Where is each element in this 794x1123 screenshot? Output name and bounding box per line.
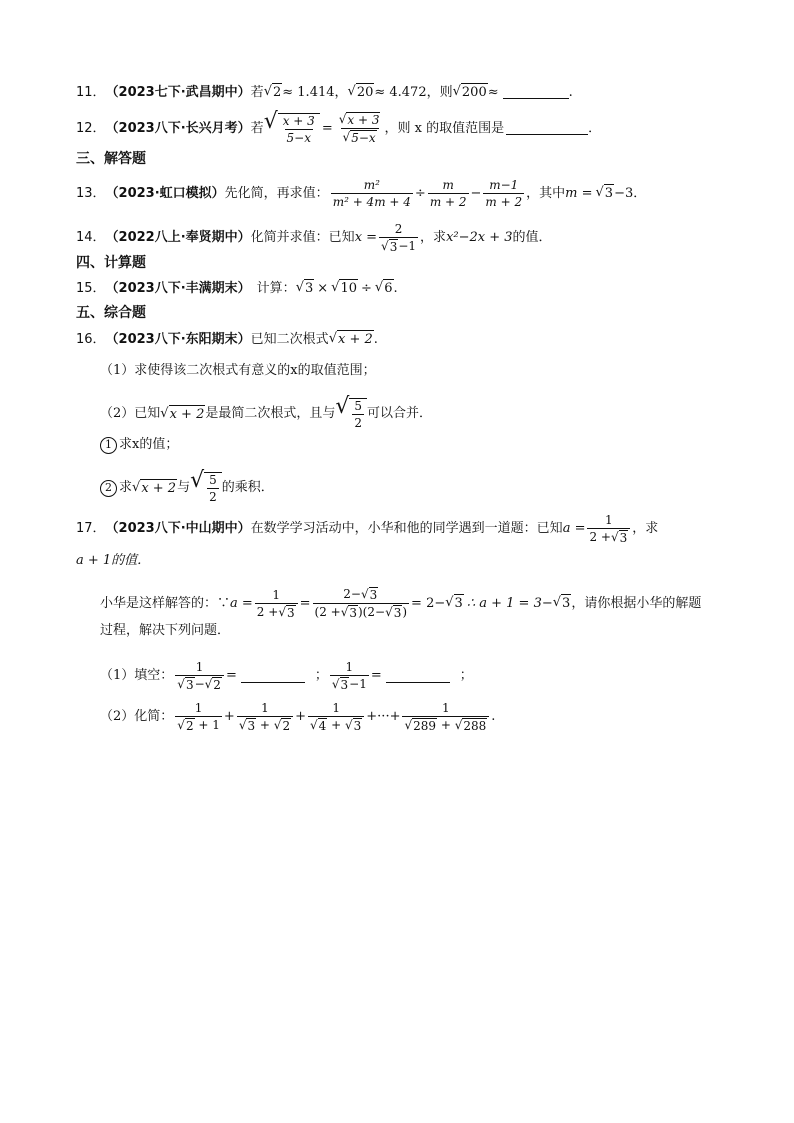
q12-end: ． bbox=[588, 120, 602, 136]
section-heading-3: 三、解答题 bbox=[76, 151, 146, 167]
q12-text: 若 bbox=[250, 120, 264, 136]
q13-text: 先化简，再求值： bbox=[224, 185, 329, 201]
q14-number: 14． bbox=[76, 230, 106, 245]
q15-text: 计算： bbox=[256, 280, 296, 296]
divide-sign: ÷ bbox=[361, 280, 372, 296]
sqrt-20: √ 20 bbox=[347, 84, 374, 100]
fraction-3: $\frac{m-1}{m + 2}$ bbox=[485, 178, 523, 209]
q14-text: 化简并求值：已知 bbox=[250, 230, 355, 245]
q17-number: 17． bbox=[76, 521, 106, 536]
sqrt-3: √ 3 bbox=[595, 185, 614, 201]
sqrt-200: √ 200 bbox=[452, 84, 487, 100]
q16-number: 16． bbox=[76, 331, 106, 347]
section-heading-5: 五、综合题 bbox=[76, 305, 146, 321]
sqrt-x-plus-2: √ x + 2 bbox=[132, 479, 177, 496]
sqrt-6: √ 6 bbox=[374, 280, 393, 296]
q12-source: （2023八下·长兴月考） bbox=[105, 120, 251, 136]
circled-number-1: 1 bbox=[100, 437, 117, 454]
fraction-fill-2: 1 √ 3 −1 bbox=[331, 660, 367, 692]
q14-source: （2022八上·奉贤期中） bbox=[105, 230, 251, 245]
divide-sign: ÷ bbox=[414, 185, 426, 201]
fraction-of-roots: √ x + 3 √ 5−x bbox=[338, 112, 380, 145]
q14-expression: x²−2x + 3 bbox=[446, 230, 513, 245]
section-heading-4: 四、计算题 bbox=[76, 255, 146, 271]
q14-text-2: ，求 bbox=[420, 230, 447, 245]
question-14 bbox=[76, 222, 552, 254]
q16-text: 已知二次根式 bbox=[250, 331, 329, 347]
question-11 bbox=[76, 83, 573, 102]
q17-source: （2023八下·中山期中） bbox=[105, 521, 251, 536]
q11-approx-2: ≈ 4.472，则 bbox=[374, 84, 453, 100]
fraction-term-2: 1 √ 3 + √ 2 bbox=[237, 701, 293, 733]
q13-number: 13． bbox=[76, 185, 106, 201]
fraction-1: $\frac{\text{m²}}{\text{m² + 4m + 4}}$ bbox=[332, 178, 411, 209]
fraction-a: 1 2 + √ 3 bbox=[587, 513, 630, 545]
fraction-x: 2 √ 3 −1 bbox=[381, 222, 417, 254]
q15-number: 15． bbox=[76, 280, 106, 296]
question-16 bbox=[76, 330, 378, 349]
q17-part-1: （1）填空： 1 √ 3 − √ 2 = ； 1 √ 3 −1 = ； bbox=[100, 660, 473, 692]
fraction-rationalized: 2− √ 3 (2 + √ 3 )(2− √ 3 ) bbox=[314, 587, 408, 620]
sqrt-x-plus-2: √ x + 2 bbox=[160, 405, 205, 422]
q17-solution: 小华是这样解答的：∵ a = 1 2 + √ 3 = 2− √ 3 (2 + √ 3 )(2− √ 3 ) = 2− √ 3 ∴ a + 1 = 3− √ 3 ，请你根据小华的解题 bbox=[100, 587, 702, 620]
q14-x-eq: x = bbox=[354, 230, 378, 245]
q16-sub-1: 1 求x的值； bbox=[100, 436, 178, 454]
q12-text-2: ，则 x 的取值范围是 bbox=[384, 120, 505, 136]
q11-end: . bbox=[568, 84, 573, 100]
answer-blank[interactable] bbox=[506, 122, 588, 135]
q17-line-4: 过程，解决下列问题． bbox=[100, 623, 231, 638]
q15-source: （2023八下·丰满期末） bbox=[105, 280, 251, 296]
q16-source: （2023八下·东阳期末） bbox=[105, 331, 251, 347]
sqrt-5-over-2: √ $\frac{5}{2}$ bbox=[190, 472, 222, 504]
circled-number-2: 2 bbox=[100, 480, 117, 497]
q13-text-2: ，其中 bbox=[526, 185, 566, 201]
q16-sub-2: 2 求 √ x + 2 与 √ $\frac{5}{2}$ 的乘积． bbox=[100, 472, 274, 504]
sqrt-5-over-2: √ $\frac{5}{2}$ bbox=[335, 398, 367, 430]
q11-source: （2023七下·武昌期中） bbox=[105, 84, 251, 100]
q11-text: 若 bbox=[250, 84, 264, 100]
sqrt-3: √ 3 bbox=[295, 280, 314, 296]
fraction-2: $\frac{m}{m + 2}$ bbox=[429, 178, 467, 209]
q12-number: 12． bbox=[76, 120, 106, 136]
answer-blank[interactable] bbox=[241, 670, 305, 683]
fraction-fill-1: 1 √ 3 − √ 2 bbox=[175, 660, 224, 692]
q17-line-2: a + 1的值． bbox=[76, 553, 151, 568]
sqrt-fraction: √ $\frac{x + 3}{5-x}$ bbox=[264, 113, 320, 145]
sqrt-x-plus-2: √ x + 2 bbox=[328, 331, 373, 347]
q17-part-2: （2）化简： 1 √ 2 + 1 + 1 √ 3 + √ 2 + 1 √ 4 + √ 3 +···+ 1 √ 289 + √ 288 . bbox=[100, 701, 496, 733]
q14-text-end: 的值． bbox=[512, 230, 552, 245]
q17-a-eq: a = bbox=[562, 521, 586, 536]
q16-part-1: （1）求使得该二次根式有意义的x的取值范围； bbox=[100, 363, 376, 378]
fraction-term-last: 1 √ 289 + √ 288 bbox=[402, 701, 489, 733]
q13-source: （2023·虹口模拟） bbox=[105, 185, 225, 201]
q17-text: 在数学学习活动中，小华和他的同学遇到一道题：已知 bbox=[250, 521, 563, 536]
answer-blank[interactable] bbox=[503, 86, 569, 99]
fraction-term-1: 1 √ 2 + 1 bbox=[177, 701, 220, 733]
q11-number: 11． bbox=[76, 84, 106, 100]
q16-end: . bbox=[373, 331, 378, 347]
sqrt-10: √ 10 bbox=[331, 280, 358, 296]
fraction-term-3: 1 √ 4 + √ 3 bbox=[308, 701, 364, 733]
q16-part-2: （2）已知 √ x + 2 是最简二次根式，且与 √ $\frac{5}{2}$ 可以合并． bbox=[100, 394, 433, 430]
q11-approx-3: ≈ bbox=[487, 84, 499, 100]
q17-text-2: ，求 bbox=[632, 521, 659, 536]
question-17 bbox=[76, 513, 658, 545]
q13-m-eq: m = bbox=[565, 185, 593, 201]
q15-end: . bbox=[393, 280, 398, 296]
times-sign: × bbox=[317, 280, 329, 296]
answer-blank[interactable] bbox=[386, 670, 450, 683]
q13-text-end: −3． bbox=[614, 185, 647, 201]
sqrt-2: √ 2 bbox=[263, 84, 282, 100]
question-13: 13． （2023·虹口模拟） 先化简，再求值： $\frac{\text{m²}}{\text{m² + 4m + 4}}$ ÷ $\frac{m}{m + 2}$ − $\frac{m-1}{m + 2}$ ，其中 m = √ 3 −3． bbox=[76, 178, 647, 209]
question-12: 12． （2023八下·长兴月考） 若 √ $\frac{x + 3}{5-x}$ = √ x + 3 √ 5−x ，则 x 的取值范围是 ． bbox=[76, 108, 602, 145]
q11-approx-1: ≈ 1.414， bbox=[282, 84, 348, 100]
question-15 bbox=[76, 279, 398, 298]
fraction-a: 1 2 + √ 3 bbox=[255, 588, 298, 620]
